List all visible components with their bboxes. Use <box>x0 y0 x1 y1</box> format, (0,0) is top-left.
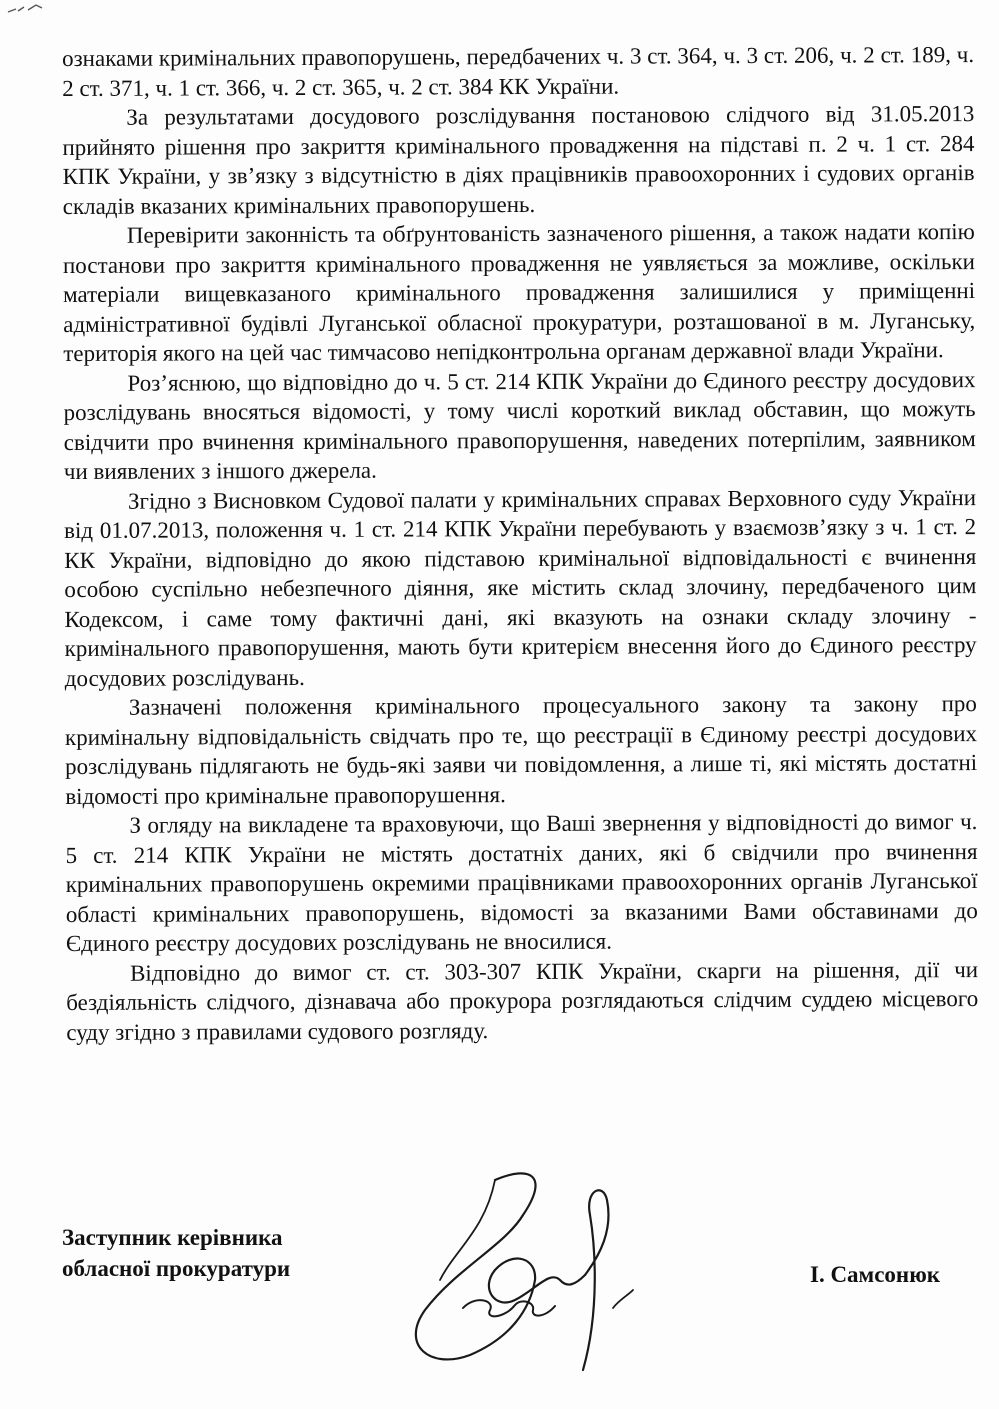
paragraph-materials-location: Перевірити законність та обґрунтованість зазначеного рішення, а також надати копію постанови про закриття кримінального провадження не уявляється за можливе, оскільки матеріали вищевказаного кримінального провадження залишилися у приміщенні адміністративної будівлі Луганської обласної прокуратури, розташованої в м. Луганську, територія якого на цей час тимчасово непідконтрольна органам державної влади України. <box>62 219 976 366</box>
letter-body <box>62 40 978 1047</box>
signatory-title-line1: Заступник керівника <box>62 1225 283 1250</box>
paragraph-appeal-procedure: Відповідно до вимог ст. ст. 303-307 КПК України, скарги на рішення, дії чи бездіяльність слідчого, дізнавача або прокурора розглядаються слідчим суддею місцевого суду згідно з правилами судового розгляду. <box>66 956 979 1045</box>
paragraph-law-provisions: Зазначені положення кримінального процесуального закону та закону про кримінальну відповідальність свідчать про те, що реєстрації в Єдиному реєстрі досудових розслідувань підлягають не будь-які заяви чи повідомлення, а лише ті, які містять достатні відомості про кримінальне правопорушення. <box>64 691 978 809</box>
handwritten-signature <box>345 1160 645 1375</box>
paragraph-supreme-court-conclusion: Згідно з Висновком Судової палати у кримінальних справах Верховного суду України від 01.07.2013, положення ч. 1 ст. 214 КПК України перебувають у взаємозв’язку з ч. 1 ст. 2 КК України, відповідно до якою підставою кримінальної відповідальності є вчинення особою суспільно небезпечного діяння, яке містить склад злочину, передбаченого цим Кодексом, і саме тому фактичні дані, які вказують на ознаки складу злочину - кримінального правопорушення, мають бути критерієм внесення його до Єдиного реєстру досудових розслідувань. <box>64 484 977 691</box>
scan-artifact-mark <box>6 2 46 16</box>
signatory-title-line2: обласної прокуратури <box>62 1256 291 1281</box>
signatory-name: І. Самсонюк <box>810 1262 941 1287</box>
paragraph-decision: З огляду на викладене та враховуючи, що Ваші звернення у відповідності до вимог ч. 5 ст. 214 КПК України не містять достатніх даних, які б свідчили про вчинення кримінальних правопорушень окремими працівниками правоохоронних органів Луганської області кримінальних правопорушень, відомості за вказаними Вами обставинами до Єдиного реєстру досудових розслідувань не вносилися. <box>65 809 978 956</box>
signatory-title <box>62 1222 290 1284</box>
paragraph-registry-explanation: Роз’яснюю, що відповідно до ч. 5 ст. 214 КПК України до Єдиного реєстру досудових розслідувань вносяться відомості, у тому числі короткий виклад обставин, що можуть свідчити про вчинення кримінального правопорушення, наведених потерпілим, заявником чи виявлених з іншого джерела. <box>63 366 976 484</box>
paragraph-investigation-result: За результатами досудового розслідування постановою слідчого від 31.05.2013 прийнято рішення про закриття кримінального провадження на підставі п. 2 ч. 1 ст. 284 КПК України, у зв’язку з відсутністю в діях працівників правоохоронних і судових органів складів вказаних кримінальних правопорушень. <box>62 101 975 219</box>
paragraph-continuation: ознаками кримінальних правопорушень, передбачених ч. 3 ст. 364, ч. 3 ст. 206, ч. 2 ст. 189, ч. 2 ст. 371, ч. 1 ст. 366, ч. 2 ст. 365, ч. 2 ст. 384 КК України. <box>62 42 975 101</box>
